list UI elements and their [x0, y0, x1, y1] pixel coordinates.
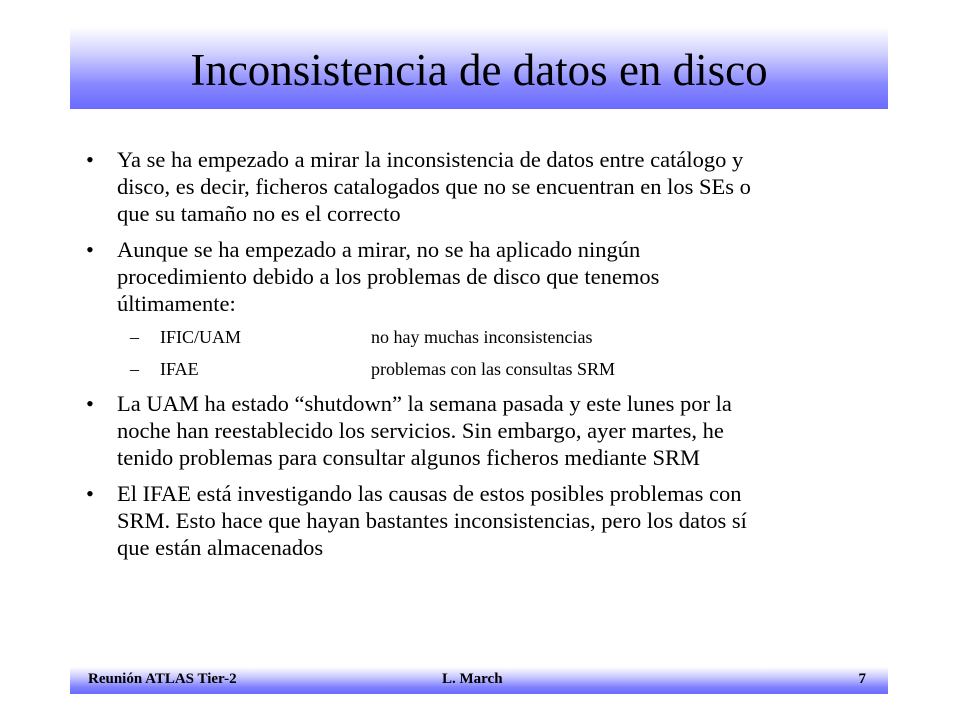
bullet-item [86, 146, 886, 227]
bullet-marker: • [86, 237, 94, 262]
bullet-line: La UAM ha estado “shutdown” la semana pasada y este lunes por la [117, 391, 732, 416]
bullet-marker: • [86, 147, 94, 172]
bullet-line: tenido problemas para consultar algunos ficheros mediante SRM [117, 445, 700, 470]
footer-author: L. March [442, 671, 503, 687]
bullet-line: Ya se ha empezado a mirar la inconsistencia de datos entre catálogo y [117, 147, 744, 172]
sub-item [86, 326, 886, 348]
bullet-marker: • [86, 481, 94, 506]
bullet-line: Aunque se ha empezado a mirar, no se ha aplicado ningún [117, 237, 641, 262]
sub-item-desc: no hay muchas inconsistencias [371, 327, 593, 347]
bullet-line: noche han reestablecido los servicios. Sin embargo, ayer martes, he [117, 418, 724, 443]
bullet-marker: • [86, 391, 94, 416]
bullet-line: SRM. Esto hace que hayan bastantes inconsistencias, pero los datos sí [117, 508, 747, 533]
footer-meeting-name: Reunión ATLAS Tier-2 [88, 671, 237, 687]
slide-body [86, 146, 886, 570]
sub-item-dash: – [130, 359, 139, 379]
sub-item-site: IFAE [160, 359, 199, 379]
slide-title: Inconsistencia de datos en disco [190, 45, 768, 95]
bullet-line: disco, es decir, ficheros catalogados que no se encuentran en los SEs o [117, 174, 751, 199]
sub-item-desc: problemas con las consultas SRM [371, 359, 615, 379]
bullet-item [86, 390, 886, 471]
bullet-line: procedimiento debido a los problemas de disco que tenemos [117, 264, 660, 289]
sub-item-site: IFIC/UAM [160, 327, 242, 347]
bullet-line: que su tamaño no es el correcto [117, 201, 401, 226]
bullet-item [86, 480, 886, 561]
bullet-line: que están almacenados [117, 535, 324, 560]
bullet-item [86, 236, 886, 317]
title-bar [70, 27, 888, 109]
sub-item [86, 358, 886, 380]
bullet-line: últimamente: [117, 291, 236, 316]
footer-page-number: 7 [858, 671, 866, 687]
sub-item-dash: – [130, 327, 139, 347]
bullet-line: El IFAE está investigando las causas de estos posibles problemas con [117, 481, 742, 506]
footer-bar [70, 667, 888, 694]
